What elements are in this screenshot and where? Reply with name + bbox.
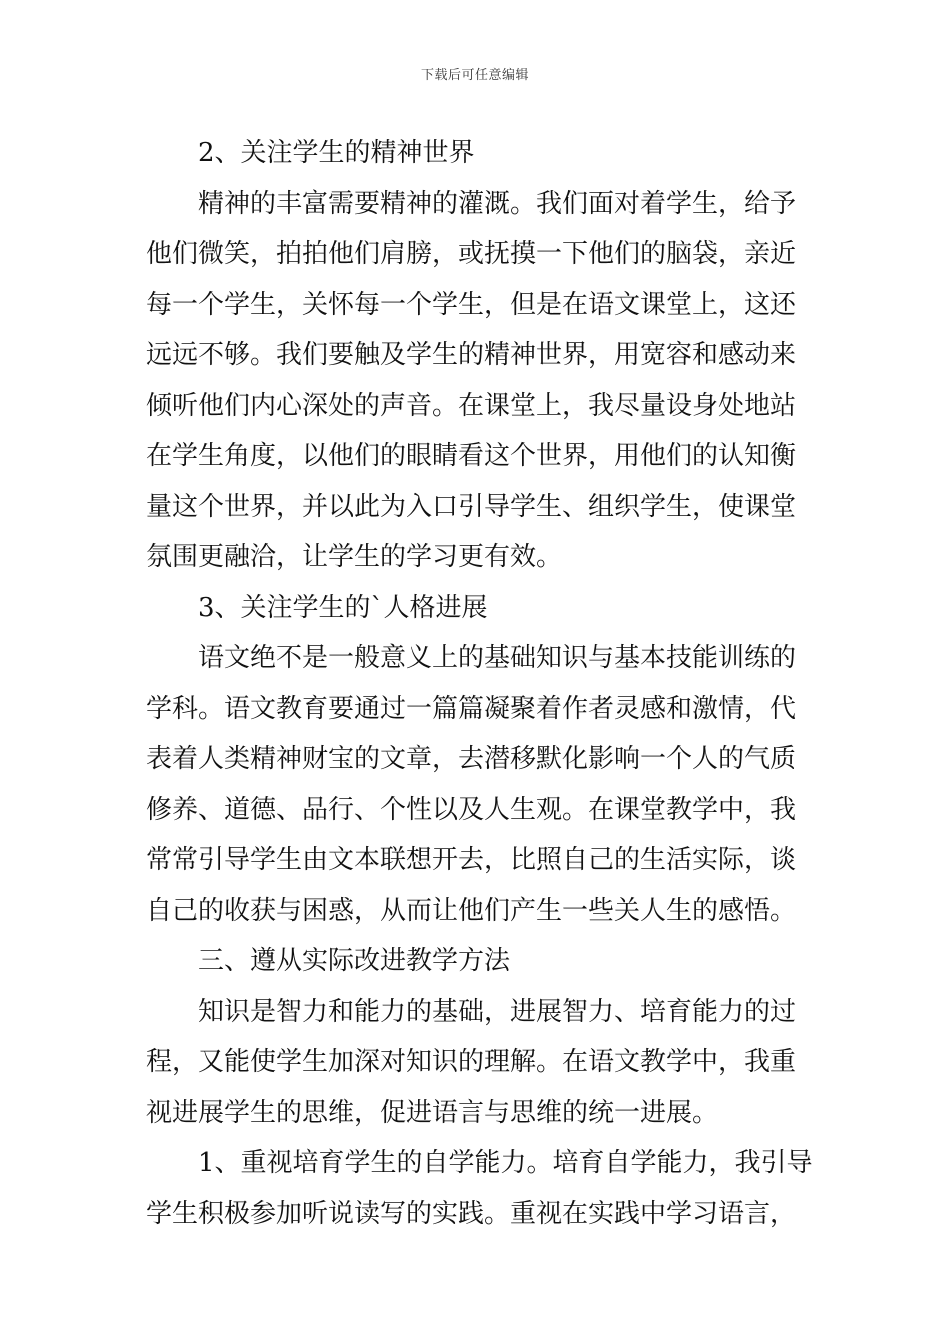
text-line: 氛围更融洽，让学生的学习更有效。: [146, 542, 563, 572]
document-body: [146, 128, 813, 1239]
text-line: 在学生角度，以他们的眼睛看这个世界，用他们的认知衡: [146, 441, 797, 471]
text-line: 学科。语文教育要通过一篇篇凝聚着作者灵感和激情，代: [146, 693, 797, 724]
text-line: 常常引导学生由文本联想开去，比照自己的生活实际，谈: [146, 845, 797, 875]
text-line: 他们微笑，拍拍他们肩膀，或抚摸一下他们的脑袋，亲近: [146, 239, 797, 269]
heading-line: 2、关注学生的精神世界: [198, 138, 475, 168]
text-line: 远远不够。我们要触及学生的精神世界，用宽容和感动来: [146, 340, 797, 370]
text-line: 程，又能使学生加深对知识的理解。在语文教学中，我重: [146, 1047, 797, 1077]
text-line: 知识是智力和能力的基础，进展智力、培育能力的过: [198, 996, 797, 1027]
text-line: 每一个学生，关怀每一个学生，但是在语文课堂上，这还: [146, 289, 797, 320]
text-line: 1、重视培育学生的自学能力。培育自学能力，我引导: [198, 1148, 813, 1178]
text-line: 自己的收获与困惑，从而让他们产生一些关人生的感悟。: [146, 895, 797, 926]
text-line: 修养、道德、品行、个性以及人生观。在课堂教学中，我: [146, 794, 797, 825]
text-line: 精神的丰富需要精神的灌溉。我们面对着学生，给予: [198, 188, 797, 219]
heading-line: 三、遵从实际改进教学方法: [198, 946, 511, 976]
text-line: 视进展学生的思维，促进语言与思维的统一进展。: [146, 1097, 719, 1128]
text-line: 表着人类精神财宝的文章，去潜移默化影响一个人的气质: [146, 744, 797, 774]
text-line: 量这个世界，并以此为入口引导学生、组织学生，使课堂: [146, 491, 797, 522]
text-line: 学生积极参加听说读写的实践。重视在实践中学习语言，: [146, 1198, 797, 1229]
text-line: 倾听他们内心深处的声音。在课堂上，我尽量设身处地站: [146, 390, 797, 421]
heading-line: 3、关注学生的`人格进展: [198, 592, 488, 623]
text-line: 语文绝不是一般意义上的基础知识与基本技能训练的: [198, 643, 797, 673]
page-header: 下载后可任意编辑: [420, 68, 529, 83]
